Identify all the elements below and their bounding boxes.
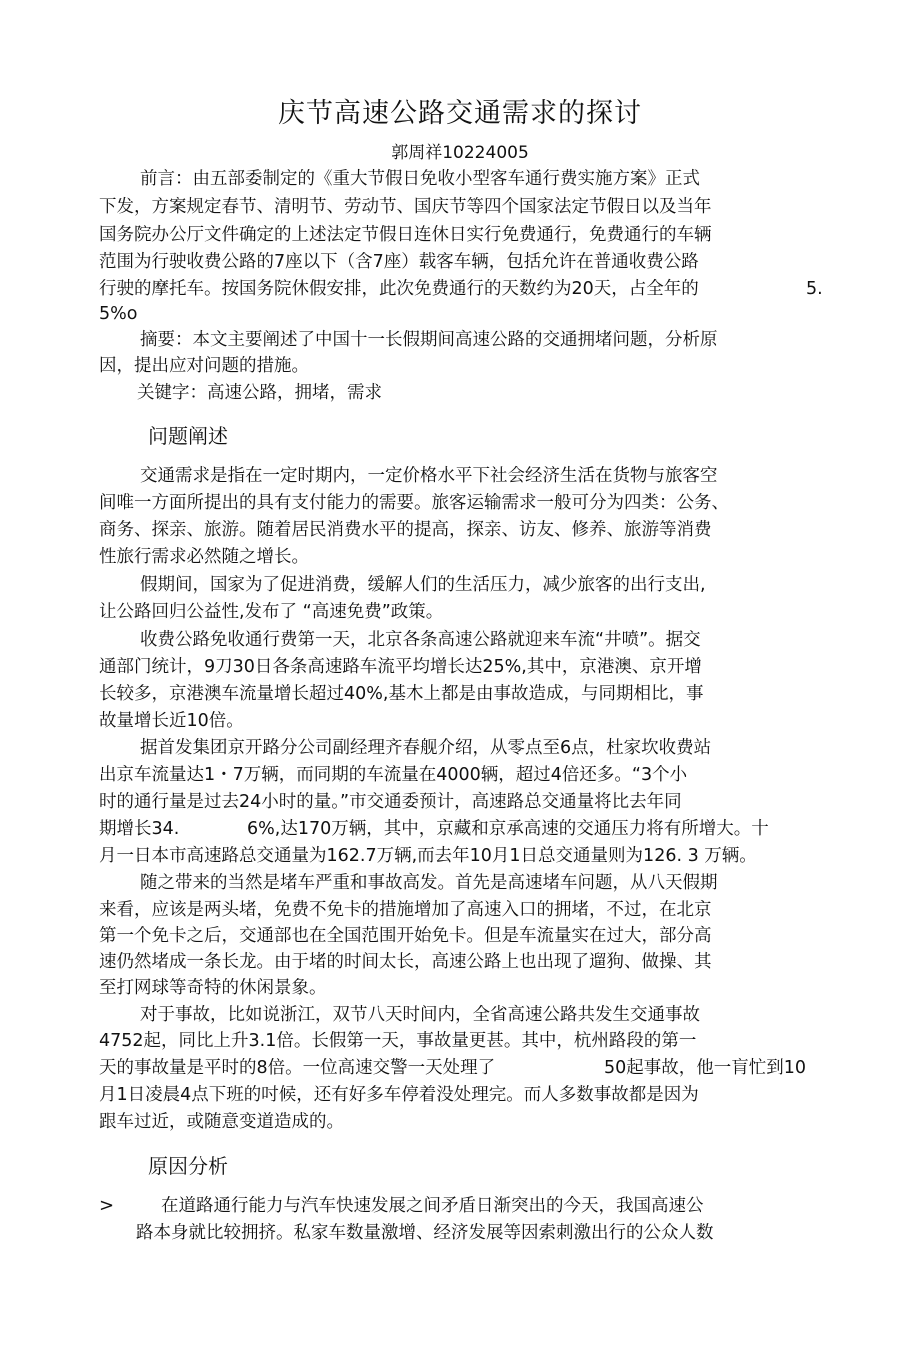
- paragraph-line: 期增长34.: [99, 819, 180, 839]
- author-line: 郭周祥10224005: [391, 143, 529, 163]
- preface-line: 行驶的摩托车。按国务院休假安排，此次免费通行的天数约为20天，占全年的: [99, 279, 699, 299]
- abstract-line: 摘要：本文主要阐述了中国十一长假期间高速公路的交通拥堵问题，分析原: [140, 330, 718, 350]
- paragraph-line: 月一日本市高速路总交通量为162.7万辆,而去年10月1日总交通量则为126. 3 万辆。: [99, 846, 757, 866]
- paragraph-line: 在道路通行能力与汽车快速发展之间矛盾日渐突出的今天，我国高速公: [161, 1196, 704, 1216]
- paragraph-line: 随之带来的当然是堵车严重和事故高发。首先是高速堵车问题，从八天假期: [140, 873, 718, 893]
- preface-line: 下发，方案规定春节、清明节、劳动节、国庆节等四个国家法定节假日以及当年: [99, 197, 712, 217]
- paragraph-line: 性旅行需求必然随之增长。: [99, 547, 309, 567]
- preface-line: 范围为行驶收费公路的7座以下（含7座）载客车辆，包括允许在普通收费公路: [99, 252, 699, 272]
- paragraph-line: 长较多，京港澳车流量增长超过40%,基木上都是由事故造成，与同期相比，事: [99, 684, 704, 704]
- paragraph-line: 时的通行量是过去24小时的量。”市交通委预计，高速路总交通量将比去年同: [99, 792, 682, 812]
- paragraph-line: 通部门统计，9刀30日各条高速路车流平均增长达25%,其中，京港澳、京开增: [99, 657, 702, 677]
- paragraph-line: 据首发集团京开路分公司副经理齐春舰介绍，从零点至6点，杜家坎收费站: [140, 738, 712, 758]
- paragraph-line: 路本身就比较拥挤。私家车数量激增、经济发展等因索刺激出行的公众人数: [136, 1223, 714, 1243]
- section-heading: 原因分析: [148, 1154, 228, 1178]
- section-heading: 问题阐述: [148, 424, 228, 448]
- preface-line: 5%o: [99, 304, 138, 324]
- paragraph-line: 4752起，同比上升3.1倍。长假第一天，事故量更甚。其中，杭州路段的第一: [99, 1031, 697, 1051]
- paragraph-line: 对于事故，比如说浙江，双节八天时间内，全省高速公路共发生交通事故: [140, 1005, 700, 1025]
- paragraph-line: 假期间，国家为了促进消费，缓解人们的生活压力，减少旅客的出行支出,: [140, 575, 706, 595]
- paragraph-line: 商务、探亲、旅游。随着居民消费水平的提高，探亲、访友、修养、旅游等消费: [99, 520, 712, 540]
- paragraph-line: 出京车流量达1・7万辆，而同期的车流量在4000辆，超过4倍还多。“3个小: [99, 765, 688, 785]
- paragraph-line: 来看，应该是两头堵，免费不免卡的措施增加了高速入口的拥堵，不过，在北京: [99, 900, 712, 920]
- bullet-marker: >: [99, 1195, 115, 1216]
- paragraph-line: 至打网球等奇特的休闲景象。: [99, 978, 327, 998]
- preface-line: 国务院办公厅文件确定的上述法定节假日连休日实行免费通行，免费通行的车辆: [99, 225, 712, 245]
- paragraph-line: 月1日凌晨4点下班的吋候，还有好多车停着没处理完。而人多数事故都是因为: [99, 1085, 699, 1105]
- paragraph-line: 让公路回归公益性,发布了 “高速免费”政策。: [99, 602, 444, 622]
- paragraph-line: 6%,达170万辆，其中，京藏和京承高速的交通压力将有所增大。十: [247, 819, 769, 839]
- keywords-line: 关键字：高速公路，拥堵，需求: [137, 383, 382, 403]
- abstract-line: 因，提出应对问题的措施。: [99, 356, 309, 376]
- paragraph-line: 天的事故量是平时的8倍。一位高速交警一天处理了: [99, 1058, 496, 1078]
- paragraph-line: 50起事故，他一肓忙到10: [604, 1058, 807, 1078]
- paragraph-line: 跟车过近，或随意变道造成的。: [99, 1112, 344, 1132]
- document-title: 庆节高速公路交通需求的探讨: [278, 98, 642, 129]
- preface-line: 前言：由五部委制定的《重大节假日免收小型客车通行费实施方案》正式: [140, 169, 700, 189]
- preface-line: 5.: [806, 279, 823, 299]
- paragraph-line: 收费公路免收通行费第一天，北京各条高速公路就迎来车流“井喷”。据交: [140, 630, 701, 650]
- paragraph-line: 速仍然堵成一条长龙。由于堵的时间太长，高速公路上也出现了遛狗、做操、其: [99, 952, 712, 972]
- paragraph-line: 故量增长近10倍。: [99, 711, 244, 731]
- paragraph-line: 间唯一方面所提出的具有支付能力的需要。旅客运输需求一般可分为四类：公务、: [99, 493, 729, 513]
- paragraph-line: 交通需求是指在一定时期内，一定价格水平下社会经济生活在货物与旅客空: [140, 466, 718, 486]
- paragraph-line: 第一个免卡之后，交通部也在全国范围开始免卡。但是车流量实在过大，部分高: [99, 926, 712, 946]
